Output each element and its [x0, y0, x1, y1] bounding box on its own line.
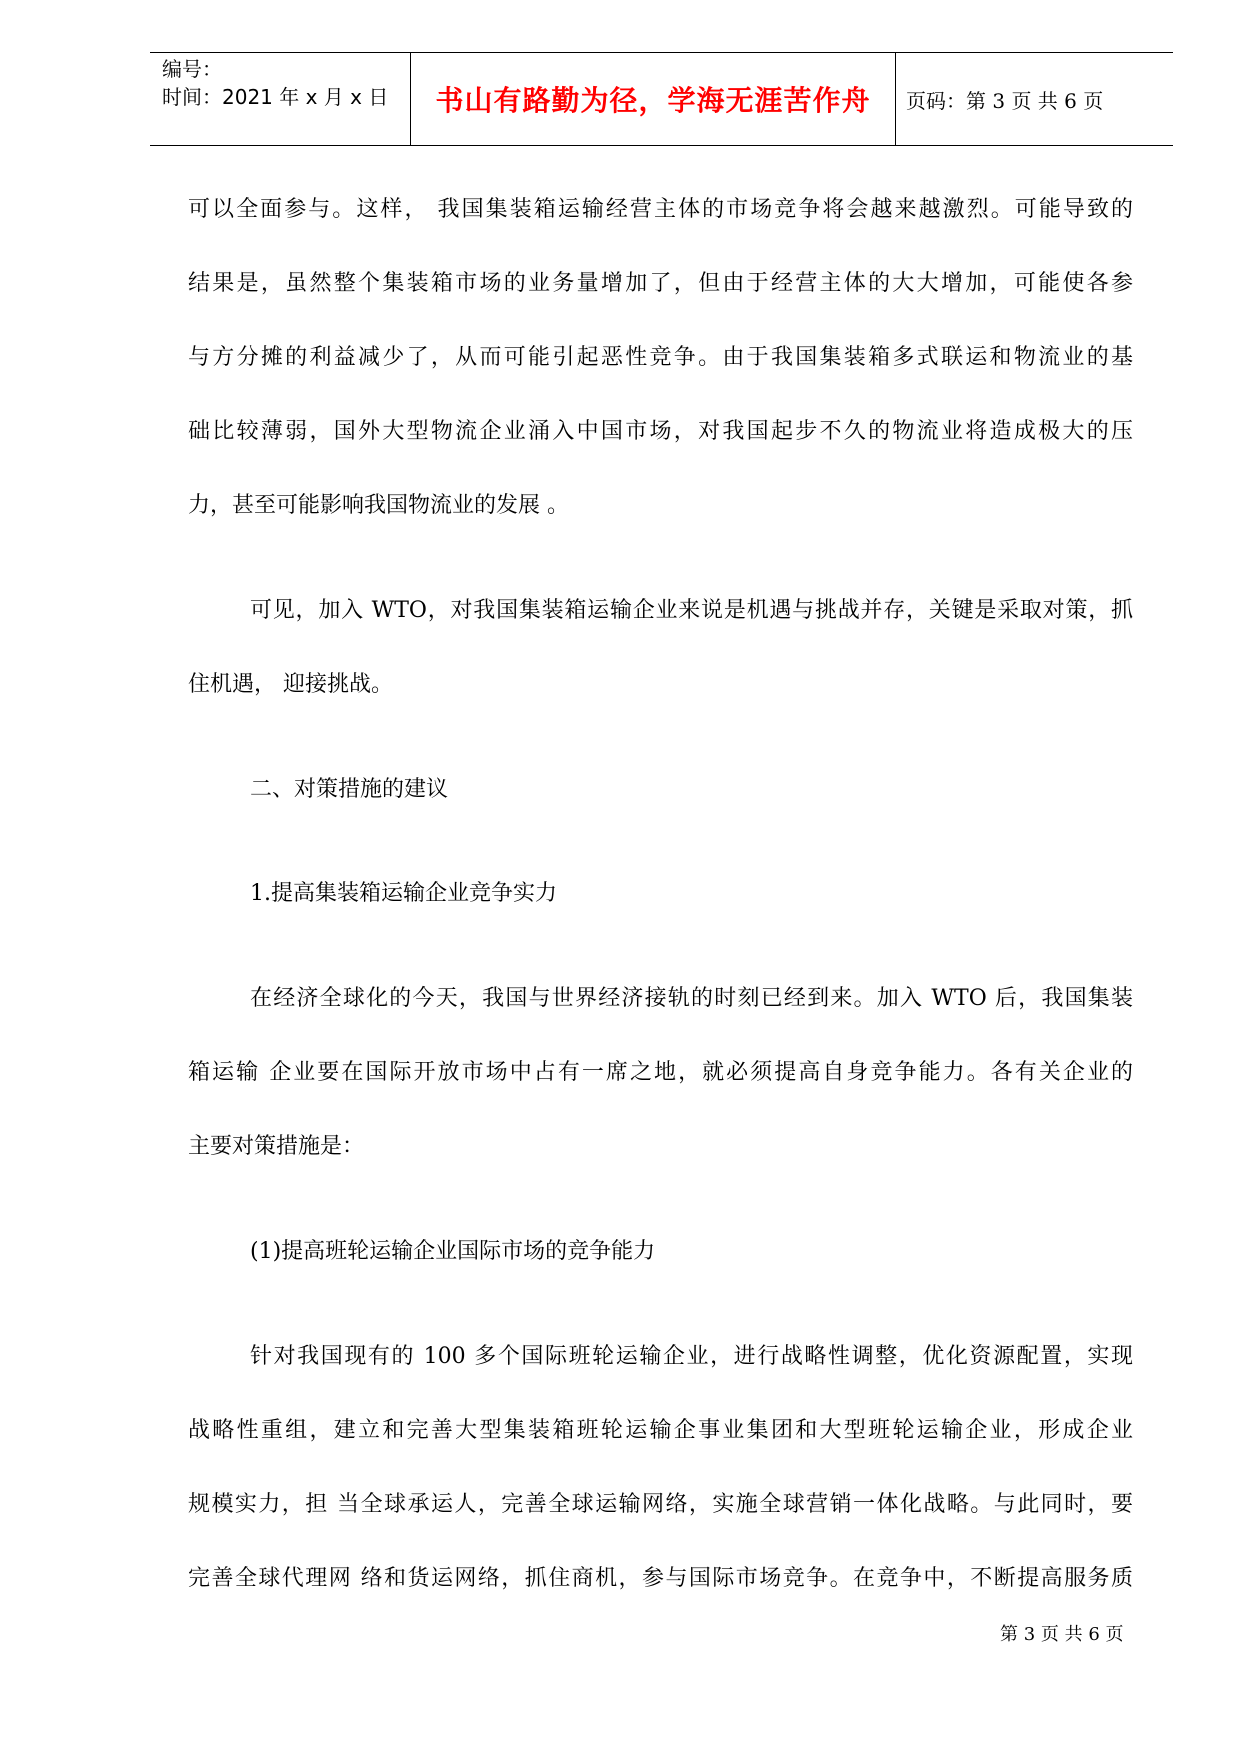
body-line: 结果是，虽然整个集装箱市场的业务量增加了，但由于经营主体的大大增加，可能使各参 [188, 271, 1133, 296]
document-number-label: 编号： [162, 57, 222, 81]
page-header [150, 52, 1173, 146]
document-time-label: 时间：2021 年 x 月 x 日 [162, 85, 389, 109]
body-line: 战略性重组，建立和完善大型集装箱班轮运输企事业集团和大型班轮运输企业，形成企业 [188, 1418, 1133, 1443]
body-line: 住机遇， 迎接挑战。 [188, 672, 393, 697]
page-footer: 第 3 页 共 6 页 [1000, 1624, 1124, 1645]
subsection-heading: 1.提高集装箱运输企业竞争实力 [250, 881, 557, 906]
body-line: 箱运输 企业要在国际开放市场中占有一席之地，就必须提高自身竞争能力。各有关企业的 [188, 1060, 1133, 1085]
paragraph-first-line: 可见，加入 WTO，对我国集装箱运输企业来说是机遇与挑战并存，关键是采取对策，抓 [250, 598, 1133, 623]
body-line: 与方分摊的利益减少了，从而可能引起恶性竞争。由于我国集装箱多式联运和物流业的基 [188, 345, 1133, 370]
body-line: 础比较薄弱，国外大型物流企业涌入中国市场，对我国起步不久的物流业将造成极大的压 [188, 419, 1133, 444]
body-line: 主要对策措施是： [188, 1134, 365, 1159]
paragraph-first-line: 在经济全球化的今天，我国与世界经济接轨的时刻已经到来。加入 WTO 后，我国集装 [250, 986, 1133, 1011]
body-line: 完善全球代理网 络和货运网络，抓住商机，参与国际市场竞争。在竞争中，不断提高服务质 [188, 1566, 1133, 1591]
header-page-label: 页码：第 3 页 共 6 页 [906, 88, 1104, 113]
paragraph-first-line: 针对我国现有的 100 多个国际班轮运输企业，进行战略性调整，优化资源配置，实现 [250, 1344, 1133, 1369]
header-motto: 书山有路勤为径，学海无涯苦作舟 [410, 53, 896, 145]
body-line: 力，甚至可能影响我国物流业的发展 。 [188, 493, 569, 518]
body-line: 规模实力，担 当全球承运人，完善全球运输网络，实施全球营销一体化战略。与此同时，要 [188, 1492, 1133, 1517]
body-line: 可以全面参与。这样， 我国集装箱运输经营主体的市场竞争将会越来越激烈。可能导致的 [188, 197, 1133, 222]
section-heading: 二、对策措施的建议 [250, 777, 449, 802]
item-heading: (1)提高班轮运输企业国际市场的竞争能力 [250, 1239, 656, 1264]
